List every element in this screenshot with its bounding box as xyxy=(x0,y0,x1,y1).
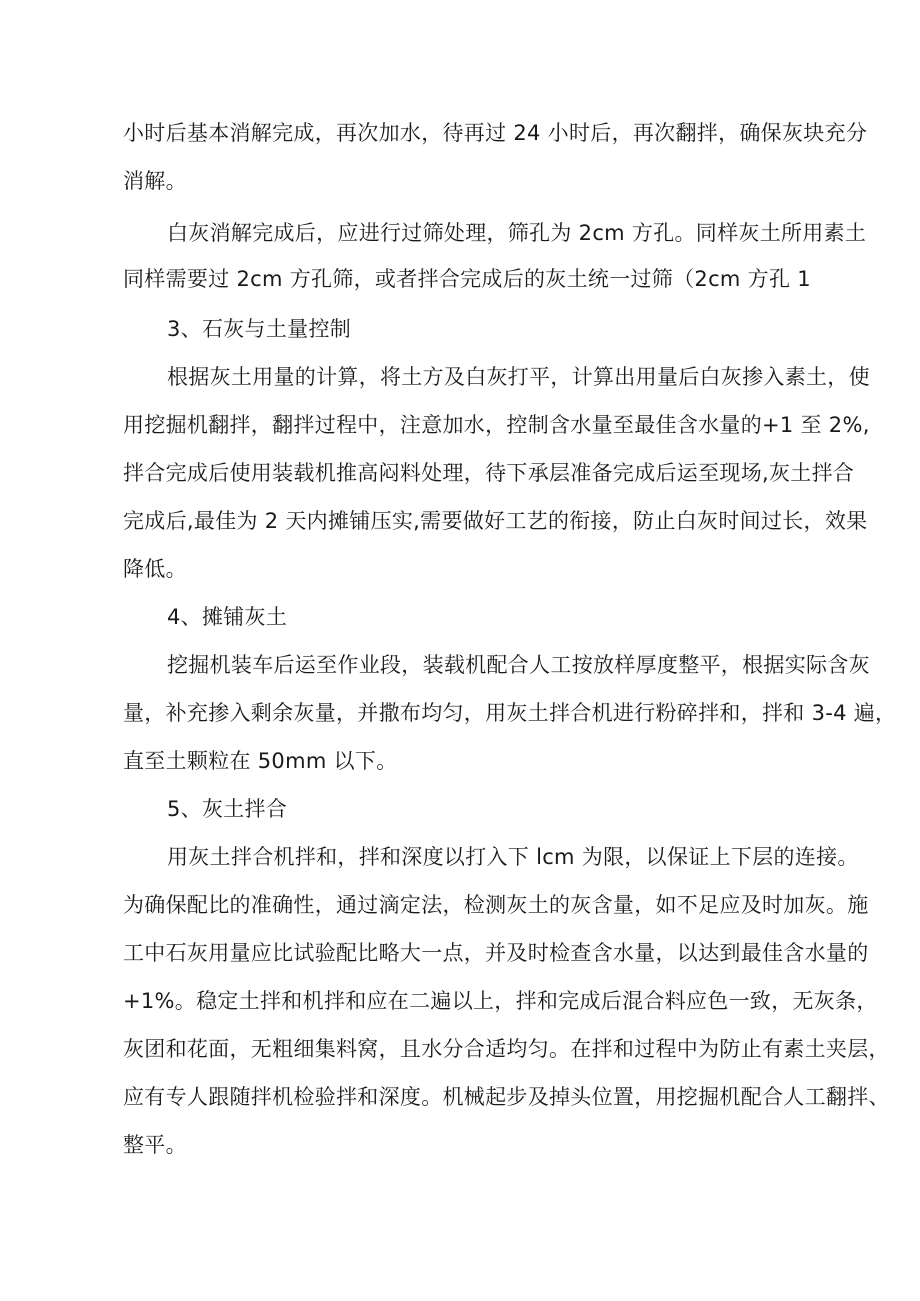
section-heading: 4、摊铺灰土 xyxy=(167,605,288,629)
paragraph-line: 完成后,最佳为 2 天内摊铺压实,需要做好工艺的衔接，防止白灰时间过长，效果 xyxy=(123,509,868,533)
section-heading: 5、灰土拌合 xyxy=(167,797,288,821)
paragraph-line: 小时后基本消解完成，再次加水，待再过 24 小时后，再次翻拌，确保灰块充分 xyxy=(123,121,868,145)
paragraph-line: 拌合完成后使用装载机推高闷料处理，待下承层准备完成后运至现场,灰土拌合 xyxy=(123,461,855,485)
paragraph-line: 白灰消解完成后，应进行过筛处理，筛孔为 2cm 方孔。同样灰土所用素土 xyxy=(167,221,867,245)
paragraph-line: 为确保配比的准确性，通过滴定法，检测灰土的灰含量，如不足应及时加灰。施 xyxy=(123,893,869,917)
paragraph-line: 降低。 xyxy=(123,557,187,581)
paragraph-line: 消解。 xyxy=(123,169,187,193)
paragraph-line: 工中石灰用量应比试验配比略大一点，并及时检查含水量，以达到最佳含水量的 xyxy=(123,941,869,965)
paragraph-line: 用挖掘机翻拌，翻拌过程中，注意加水，控制含水量至最佳含水量的+1 至 2%, xyxy=(123,413,870,437)
paragraph-line: 挖掘机装车后运至作业段，装载机配合人工按放样厚度整平，根据实际含灰 xyxy=(167,653,870,677)
paragraph-line: 直至土颗粒在 50mm 以下。 xyxy=(123,749,398,773)
paragraph-line: 量，补充掺入剩余灰量，并撒布均匀，用灰土拌合机进行粉碎拌和，拌和 3-4 遍， xyxy=(123,701,897,725)
paragraph-line: 灰团和花面，无粗细集料窝，且水分合适均匀。在拌和过程中为防止有素土夹层， xyxy=(123,1037,890,1061)
paragraph-line: 应有专人跟随拌机检验拌和深度。机械起步及掉头位置，用挖掘机配合人工翻拌、 xyxy=(123,1085,890,1109)
paragraph-line: +1%。稳定土拌和机拌和应在二遍以上，拌和完成后混合料应色一致，无灰条， xyxy=(123,989,878,1013)
paragraph-line: 同样需要过 2cm 方孔筛，或者拌合完成后的灰土统一过筛（2cm 方孔 1 xyxy=(123,267,811,291)
paragraph-line: 用灰土拌合机拌和，拌和深度以打入下 lcm 为限，以保证上下层的连接。 xyxy=(167,845,859,869)
paragraph-line: 根据灰土用量的计算，将土方及白灰打平，计算出用量后白灰掺入素土，使 xyxy=(167,365,870,389)
paragraph-line: 整平。 xyxy=(123,1133,187,1157)
section-heading: 3、石灰与土量控制 xyxy=(167,317,352,341)
